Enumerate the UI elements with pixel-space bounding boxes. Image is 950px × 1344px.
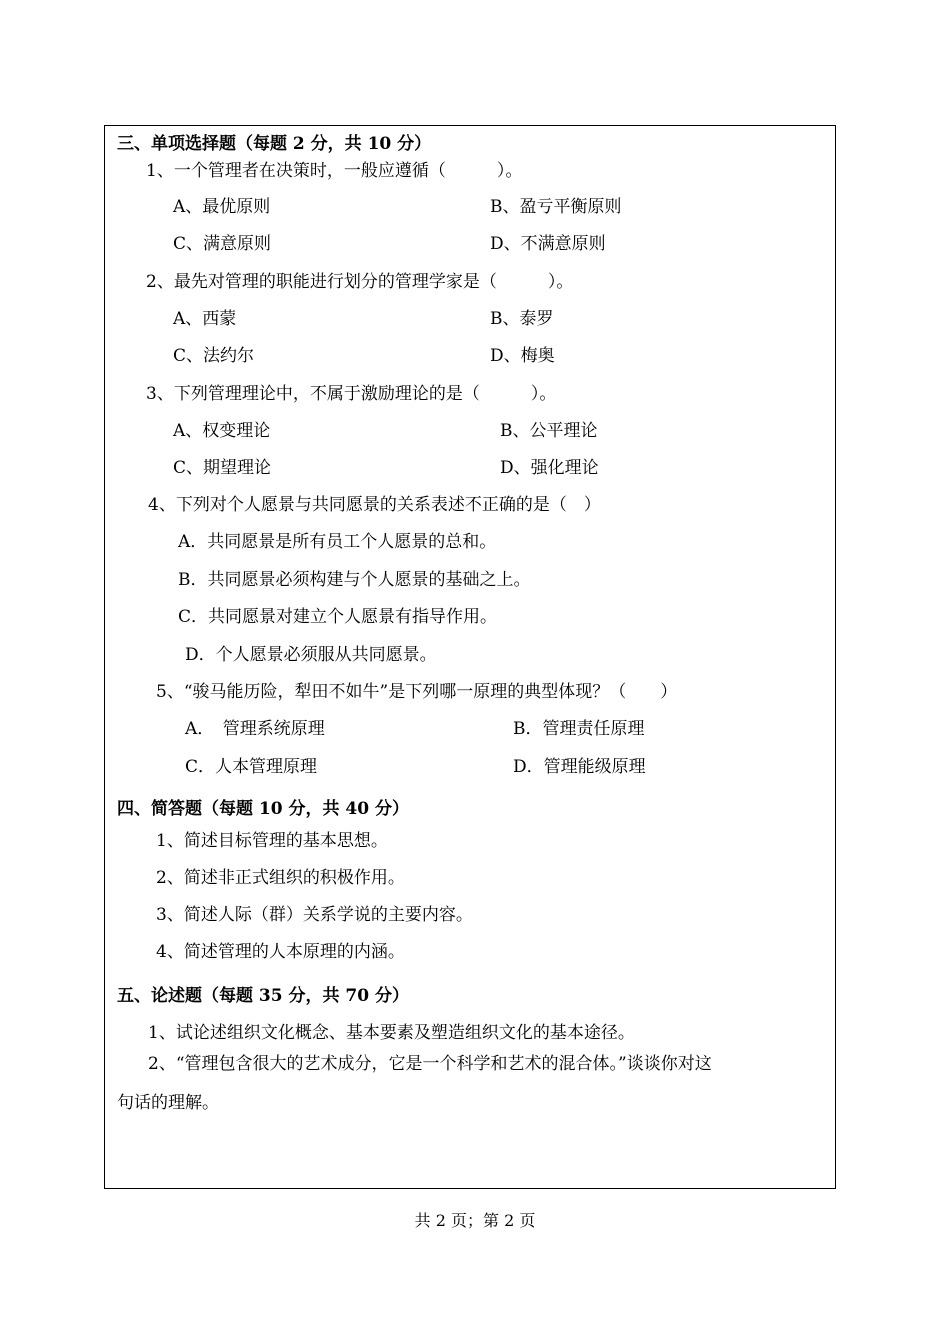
option: A、西蒙 <box>173 309 237 329</box>
question-item: 2、“管理包含很大的艺术成分，它是一个科学和艺术的混合体。”谈谈你对这 <box>148 1054 712 1074</box>
option: C、满意原则 <box>173 234 272 254</box>
option: D、不满意原则 <box>490 234 606 254</box>
question-stem: 4、下列对个人愿景与共同愿景的关系表述不正确的是（ ） <box>148 495 601 515</box>
question-stem: 5、“骏马能历险，犁田不如牛”是下列哪一原理的典型体现？（ ） <box>156 682 678 702</box>
question-item: 4、简述管理的人本原理的内涵。 <box>156 942 405 962</box>
question-stem: 1、一个管理者在决策时，一般应遵循（ ）。 <box>146 161 523 181</box>
option: B、泰罗 <box>490 309 554 329</box>
option: D、强化理论 <box>500 458 599 478</box>
option: C．人本管理原理 <box>185 757 318 777</box>
page-footer: 共 2 页；第 2 页 <box>414 1211 536 1230</box>
option: D、梅奥 <box>490 346 555 366</box>
option: A． 管理系统原理 <box>185 719 325 739</box>
section-3-title: 三、单项选择题（每题 2 分，共 10 分） <box>117 134 432 154</box>
option: B．共同愿景必须构建与个人愿景的基础之上。 <box>178 570 531 590</box>
option: D．个人愿景必须服从共同愿景。 <box>185 645 437 665</box>
option: A、最优原则 <box>173 197 271 217</box>
option: C．共同愿景对建立个人愿景有指导作用。 <box>178 607 498 627</box>
question-stem: 2、最先对管理的职能进行划分的管理学家是（ ）。 <box>146 272 574 292</box>
question-stem: 3、下列管理理论中，不属于激励理论的是（ ）。 <box>146 384 557 404</box>
section-5-title: 五、论述题（每题 35 分，共 70 分） <box>117 986 409 1006</box>
option: D．管理能级原理 <box>513 757 646 777</box>
option: A．共同愿景是所有员工个人愿景的总和。 <box>178 532 497 552</box>
option: C、期望理论 <box>173 458 272 478</box>
option: B．管理责任原理 <box>513 719 645 739</box>
option: A、权变理论 <box>173 421 271 441</box>
question-item: 1、试论述组织文化概念、基本要素及塑造组织文化的基本途径。 <box>148 1023 635 1043</box>
question-item: 2、简述非正式组织的积极作用。 <box>156 868 405 888</box>
question-item: 3、简述人际（群）关系学说的主要内容。 <box>156 905 473 925</box>
option: B、盈亏平衡原则 <box>490 197 622 217</box>
option: C、法约尔 <box>173 346 255 366</box>
question-item-continuation: 句话的理解。 <box>117 1093 219 1113</box>
question-item: 1、简述目标管理的基本思想。 <box>156 831 388 851</box>
section-4-title: 四、简答题（每题 10 分，共 40 分） <box>117 799 409 819</box>
option: B、公平理论 <box>500 421 598 441</box>
